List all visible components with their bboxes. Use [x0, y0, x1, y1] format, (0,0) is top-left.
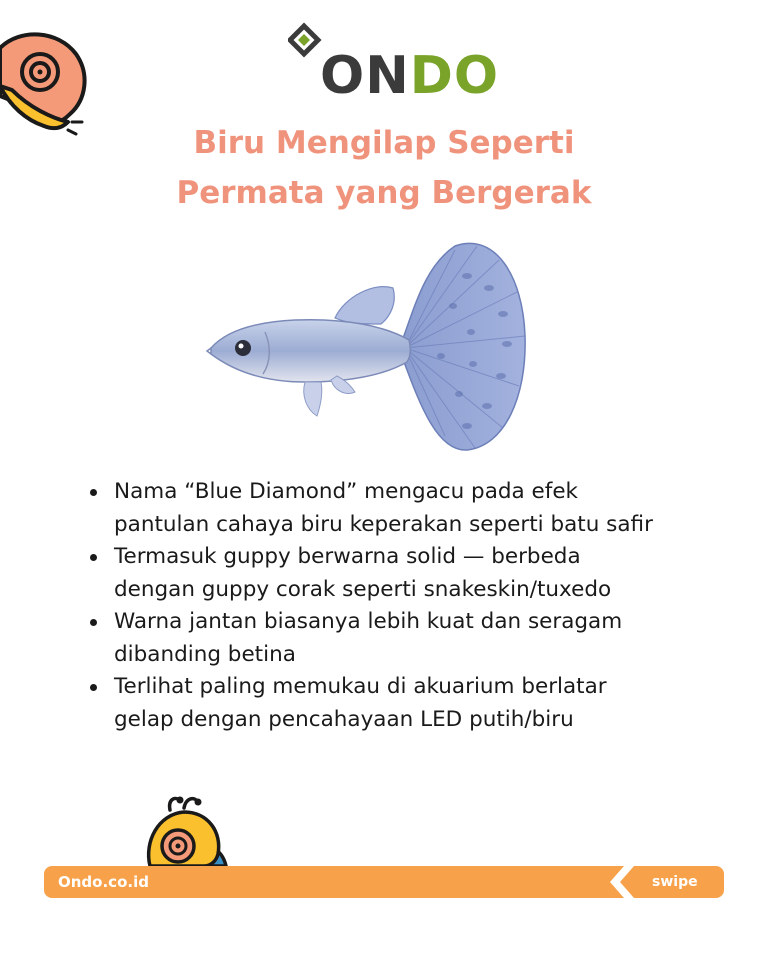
list-item	[84, 541, 704, 606]
snail-shell-icon	[0, 18, 92, 138]
list-item-line: Warna jantan biasanya lebih kuat dan seragam	[114, 609, 623, 634]
list-item-line: pantulan cahaya biru keperakan seperti batu safir	[114, 511, 653, 537]
list-item	[84, 606, 704, 671]
list-item	[84, 671, 704, 736]
site-url: Ondo.co.id	[58, 873, 149, 891]
list-item-line: Nama “Blue Diamond” mengacu pada efek	[114, 479, 579, 504]
list-item	[84, 476, 704, 541]
title-line-1: Biru Mengilap Seperti	[193, 125, 575, 161]
list-item-line: dibanding betina	[114, 641, 296, 667]
ondo-logo	[288, 22, 500, 106]
swipe-label[interactable]: swipe	[652, 874, 698, 890]
list-item-line: dengan guppy corak seperti snakeskin/tuxedo	[114, 576, 612, 602]
blue-diamond-guppy-illustration	[205, 236, 535, 456]
page-title	[84, 118, 684, 218]
facts-list	[84, 476, 704, 736]
logo-text-on: ON	[320, 46, 410, 106]
logo-text-do: DO	[409, 46, 500, 106]
list-item-line: Terlihat paling memukau di akuarium berlatar	[114, 674, 607, 699]
title-line-2: Permata yang Bergerak	[176, 175, 592, 211]
snail-icon	[140, 796, 236, 870]
swipe-arrow-icon	[606, 866, 656, 898]
list-item-line: gelap dengan pencahayaan LED putih/biru	[114, 706, 574, 732]
list-item-line: Termasuk guppy berwarna solid — berbeda	[114, 544, 581, 569]
